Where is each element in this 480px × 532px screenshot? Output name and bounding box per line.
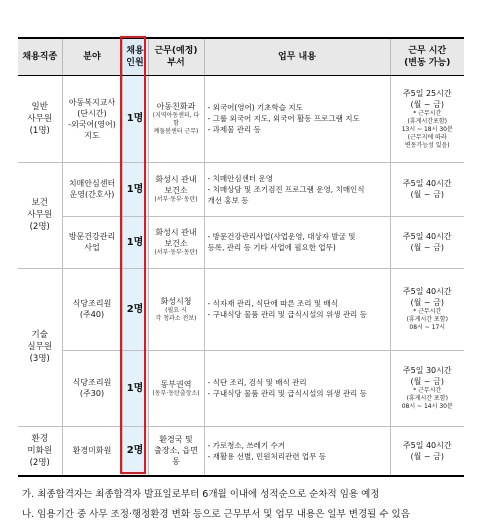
duty: - 식단 조리, 검식 및 배식 관리 - 구내식당 물품 관리 및 급식시설의 위생 관리 등	[204, 350, 390, 426]
header-field: 분야	[62, 38, 122, 75]
recruitment-table	[18, 37, 464, 477]
field: 방문건강관리 사업	[62, 216, 122, 268]
work-hours-note: * 근무시간 (휴게시간포함) 13시 ~ 18시 30분 (근무지에 따라 변동가능성 있음)	[401, 109, 453, 149]
note-a: 가. 최종합격자는 최종합격자 발표일로부터 6개월 이내에 성적순으로 순차적 임용 예정	[22, 489, 380, 500]
headcount: 1명	[122, 162, 148, 216]
department	[148, 268, 204, 350]
department-name: 화성시 관내 보건소	[155, 175, 197, 195]
header-count: 채용 인원	[122, 38, 148, 75]
work-hours: 주5일 40시간 (월 ~ 금)	[390, 162, 464, 216]
department-sub: (서부·동부·동탄)	[154, 196, 198, 203]
department-name: 화성시청	[160, 296, 192, 306]
field: 치매안심센터 운영(간호사)	[62, 162, 122, 216]
work-hours	[390, 268, 464, 350]
note-b: 나. 임용기간 중 사무 조정·행정환경 변화 등으로 근무부서 및 업무 내용은 일부 변경될 수 있음	[22, 509, 410, 520]
header-time: 근무 시간 (변동 가능)	[390, 38, 464, 75]
table-row	[18, 350, 464, 426]
table-row	[18, 426, 464, 476]
work-hours-note: * 근무시간 (휴게시간 포함) 08시 ~ 14시 30분	[401, 387, 453, 410]
job-type: 기술 실무원 (3명)	[18, 268, 62, 426]
header-duty: 업무 내용	[204, 38, 390, 75]
department	[148, 350, 204, 426]
work-hours-main: 주5일 25시간 (월 ~ 금)	[402, 88, 452, 109]
table-row	[18, 268, 464, 350]
department	[148, 162, 204, 216]
department-sub: (지역아동센터, 다함 께돌봄센터 근무)	[152, 112, 200, 135]
table-row	[18, 162, 464, 216]
duty: - 가로청소, 쓰레기 수거 - 재활용 선별, 민원처리관련 업무 등	[204, 426, 390, 476]
work-hours: 주5일 40시간 (월 ~ 금)	[390, 426, 464, 476]
duty: - 외국어(영어) 기초학습 지도 - 그룹 외국어 지도, 외국어 활동 프로그램 지도 - 과제물 관리 등	[204, 75, 390, 162]
headcount: 2명	[122, 268, 148, 350]
job-type: 보건 사무원 (2명)	[18, 162, 62, 268]
department-sub: (필요 시 각 청과소 전보)	[155, 306, 197, 322]
department	[148, 75, 204, 162]
header-dept: 근무(예정) 부서	[148, 38, 204, 75]
field: 환경미화원	[62, 426, 122, 476]
work-hours	[390, 350, 464, 426]
department-name: 화성시 관내 보건소	[155, 228, 197, 248]
work-hours-note: * 근무시간 (휴게시간 포함) 08시 ~ 17시	[406, 308, 448, 331]
table-row	[18, 216, 464, 268]
field: 아동복지교사 (단시간) -외국어(영어)지도	[62, 75, 122, 162]
work-hours	[390, 75, 464, 162]
table-row	[18, 75, 464, 162]
headcount: 2명	[122, 426, 148, 476]
field: 식당조리원 (주30)	[62, 350, 122, 426]
job-type: 일반 사무원 (1명)	[18, 75, 62, 162]
work-hours: 주5일 40시간 (월 ~ 금)	[390, 216, 464, 268]
job-type: 환경 미화원 (2명)	[18, 426, 62, 476]
header-row	[18, 38, 464, 75]
duty: - 치매안심센터 운영 - 치매상담 및 조기검진 프로그램 운영, 치매인식 개선 홍보 등	[204, 162, 390, 216]
department-sub: (동부·동탄출장소)	[152, 389, 200, 397]
department	[148, 216, 204, 268]
field: 식당조리원 (주40)	[62, 268, 122, 350]
department-name: 동부권역	[160, 379, 192, 389]
department-name: 아동친화과	[156, 102, 196, 111]
headcount: 1명	[122, 75, 148, 162]
work-hours-main: 주5일 30시간 (월 ~ 금)	[402, 366, 452, 386]
department: 환경국 및 출장소, 읍면동	[148, 426, 204, 476]
headcount: 1명	[122, 350, 148, 426]
headcount: 1명	[122, 216, 148, 268]
duty: - 식자재 관리, 식단에 따른 조리 및 배식 - 구내식당 물품 관리 및 급식시설의 위생 관리 등	[204, 268, 390, 350]
department-sub: (서부·동부·동탄)	[154, 249, 198, 256]
header-job: 채용직종	[18, 38, 62, 75]
work-hours-main: 주5일 40시간 (월 ~ 금)	[402, 287, 452, 307]
duty: - 방문건강관리사업(사업운영, 대상자 발굴 및 등록, 관리 등 기타 사업에 필요한 업무)	[204, 216, 390, 268]
